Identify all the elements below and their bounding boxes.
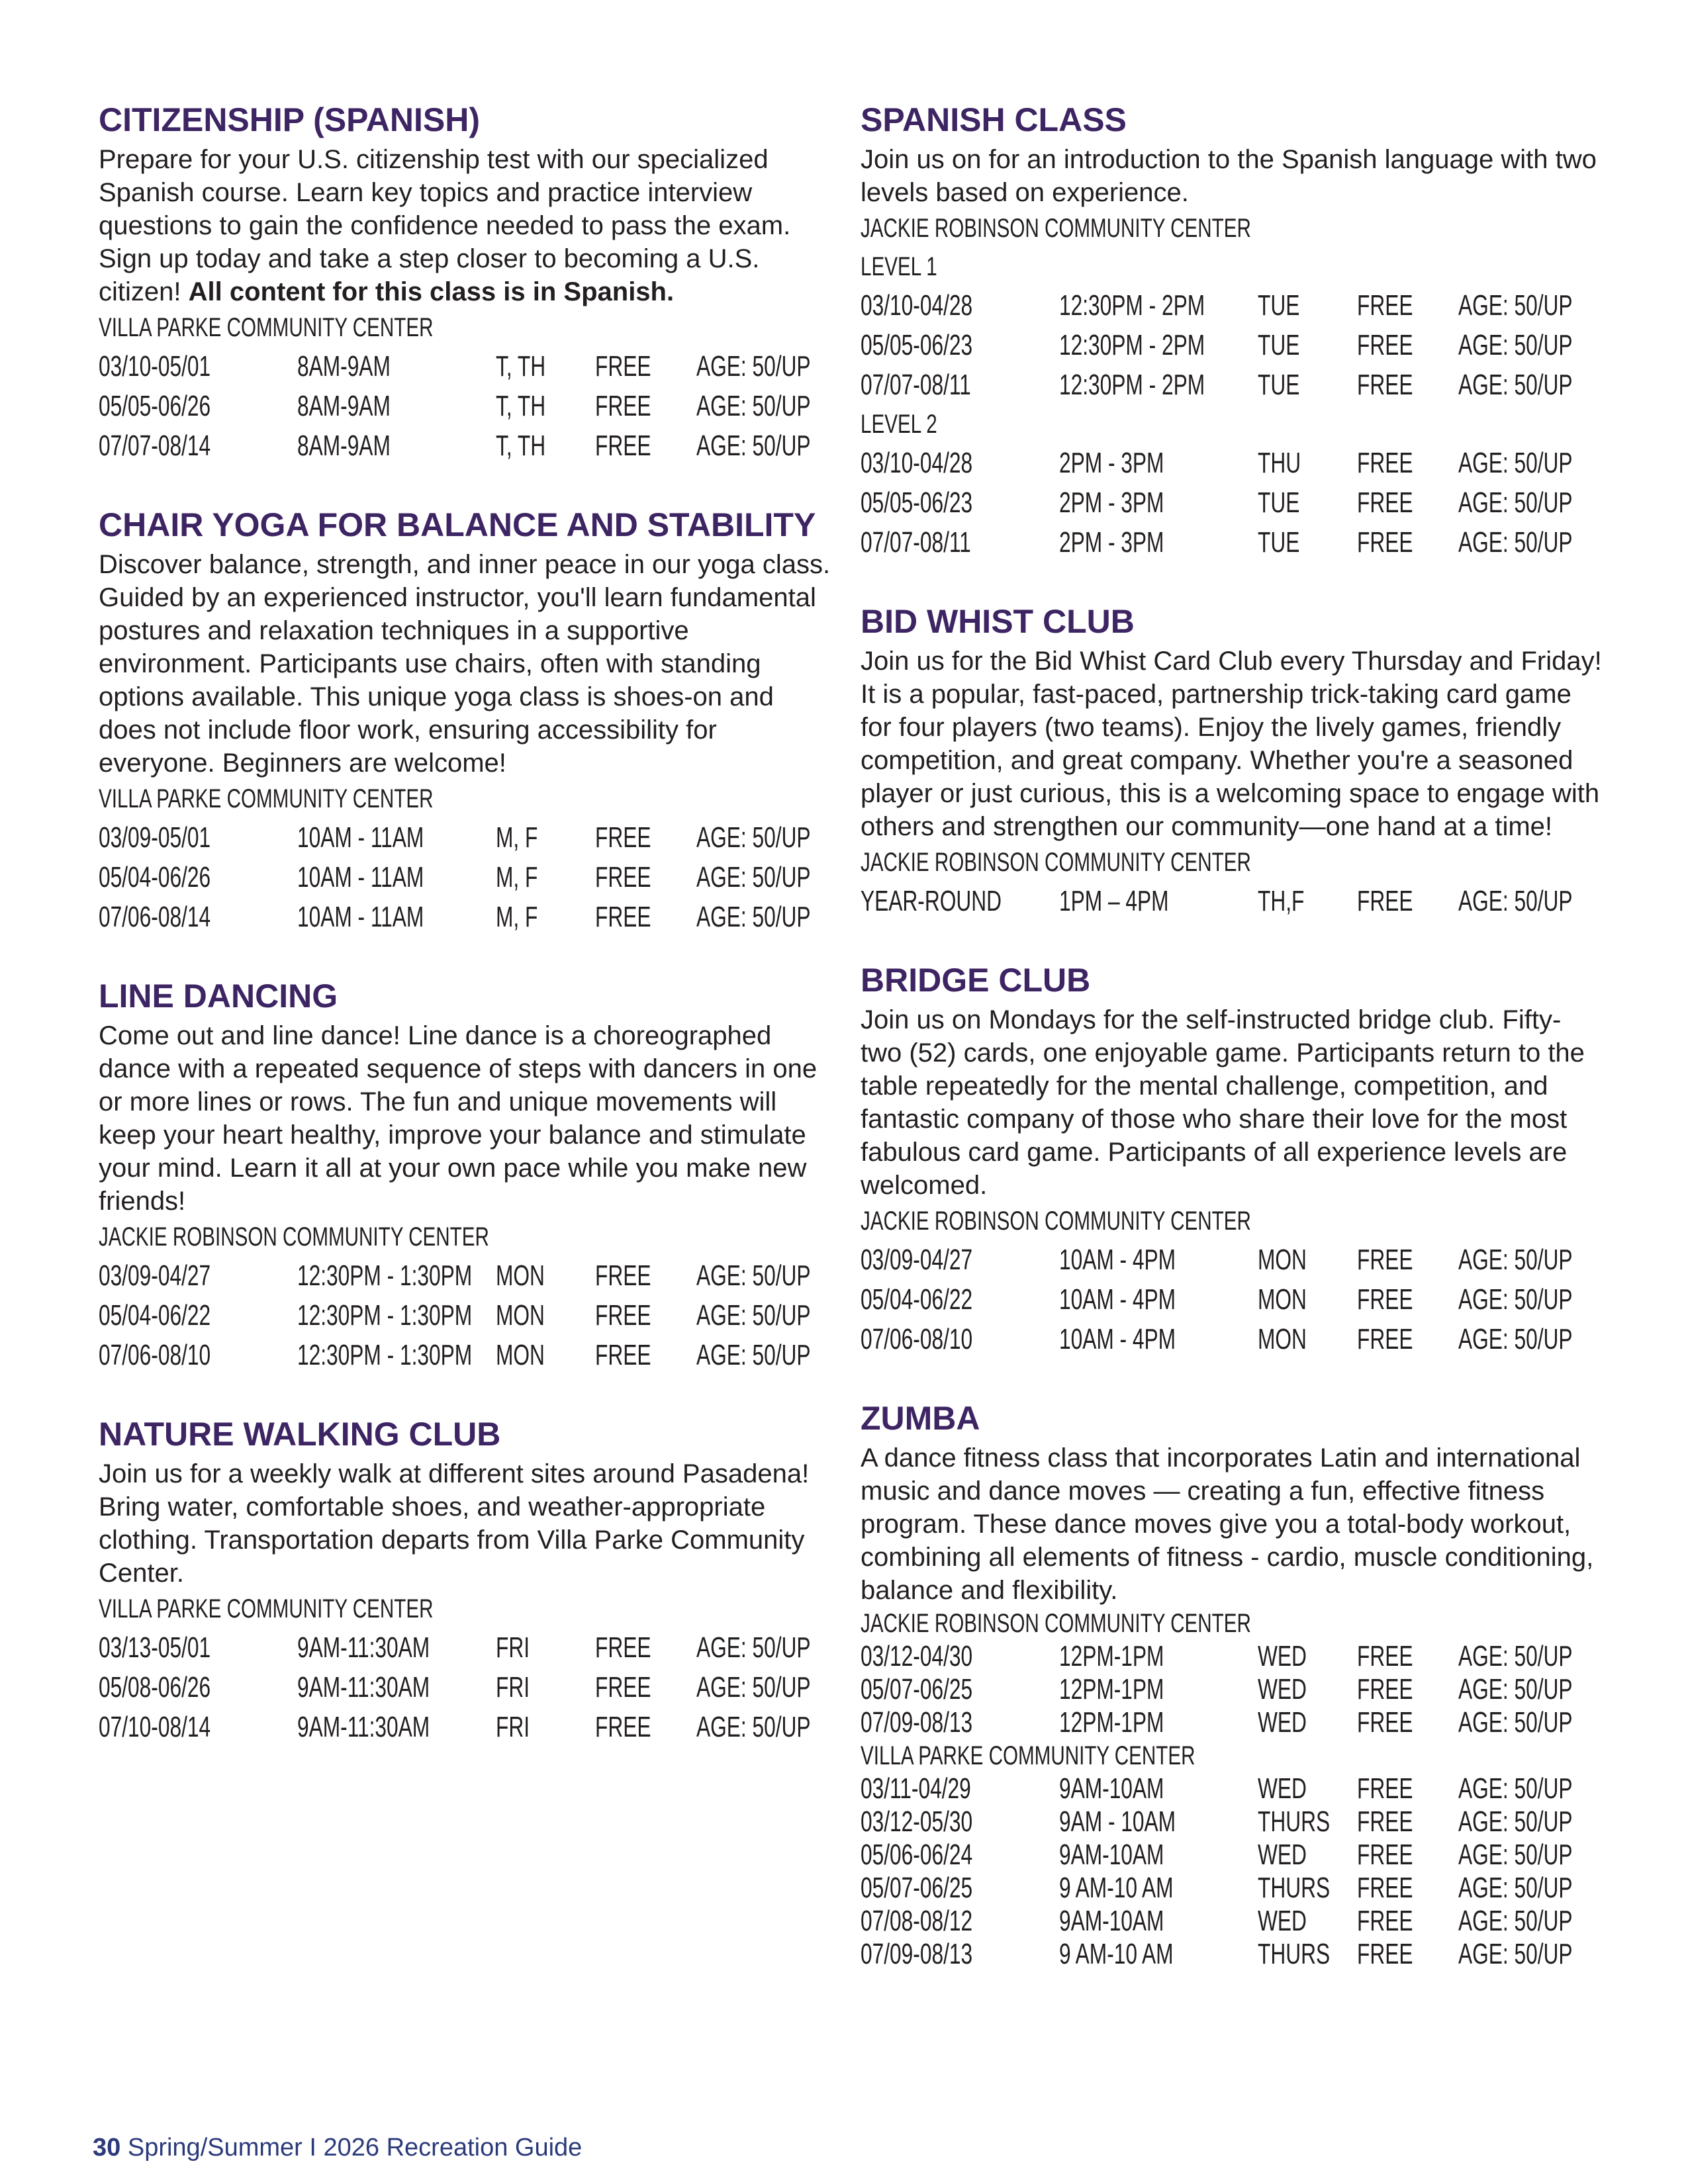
schedule-row xyxy=(99,1336,837,1375)
date-range-cell: 05/04-06/26 xyxy=(99,861,211,893)
section-description: Prepare for your U.S. citizenship test with our specialized Spanish course. Learn key topics and practice interview questions to gain the confidence needed to pass the exam. Sign up today and take a step closer to becoming a U.S. citizen! All content for this class is in Spanish. xyxy=(99,145,791,306)
fee-cell: FREE xyxy=(1357,329,1413,361)
date-range-cell: 05/04-06/22 xyxy=(99,1299,211,1332)
description-emphasis: All content for this class is in Spanish. xyxy=(188,277,675,306)
age-cell: AGE: 50/UP xyxy=(1458,1640,1573,1672)
fee-cell: FREE xyxy=(1357,1673,1413,1706)
days-cell: M, F xyxy=(496,901,538,933)
date-range-cell: 05/07-06/25 xyxy=(861,1872,973,1904)
date-range-cell: 03/09-04/27 xyxy=(861,1244,973,1276)
age-cell: AGE: 50/UP xyxy=(696,1711,811,1743)
schedule-row xyxy=(99,387,837,426)
schedule-row xyxy=(861,1805,1602,1839)
schedule-table xyxy=(99,347,837,466)
date-range-cell: 05/06-06/24 xyxy=(861,1839,973,1871)
time-cell: 9AM-10AM xyxy=(1059,1905,1164,1937)
fee-cell: FREE xyxy=(1357,1772,1413,1805)
date-range-cell: 07/06-08/10 xyxy=(861,1323,973,1355)
location-label: JACKIE ROBINSON COMMUNITY CENTER xyxy=(861,1206,1251,1236)
days-cell: TUE xyxy=(1258,289,1300,322)
time-cell: 12PM-1PM xyxy=(1059,1706,1164,1739)
days-cell: MON xyxy=(1258,1283,1307,1316)
fee-cell: FREE xyxy=(1357,486,1413,519)
schedule-row xyxy=(861,1280,1602,1320)
days-cell: THURS xyxy=(1258,1805,1331,1838)
fee-cell: FREE xyxy=(1357,1706,1413,1739)
section-title: BRIDGE CLUB xyxy=(861,962,1091,999)
days-cell: MON xyxy=(496,1259,545,1292)
location-label: VILLA PARKE COMMUNITY CENTER xyxy=(99,784,434,813)
time-cell: 8AM-9AM xyxy=(297,390,391,422)
date-range-cell: 05/08-06/26 xyxy=(99,1671,211,1704)
schedule-row xyxy=(861,1938,1602,1971)
schedule-row xyxy=(99,1296,837,1336)
age-cell: AGE: 50/UP xyxy=(1458,1872,1573,1904)
schedule-table xyxy=(861,1772,1602,1971)
days-cell: TUE xyxy=(1258,486,1300,519)
section-title: CHAIR YOGA FOR BALANCE AND STABILITY xyxy=(99,506,816,543)
left-column xyxy=(99,98,837,1784)
schedule-row xyxy=(99,1668,837,1707)
time-cell: 10AM - 4PM xyxy=(1059,1283,1176,1316)
time-cell: 10AM - 11AM xyxy=(297,861,424,893)
time-cell: 10AM - 11AM xyxy=(297,901,424,933)
days-cell: MON xyxy=(496,1339,545,1371)
days-cell: TUE xyxy=(1258,526,1300,559)
section-title: CITIZENSHIP (SPANISH) xyxy=(99,101,480,138)
fee-cell: FREE xyxy=(595,350,651,383)
schedule-row xyxy=(99,897,837,937)
schedule-table xyxy=(861,1640,1602,1739)
age-cell: AGE: 50/UP xyxy=(1458,447,1573,479)
age-cell: AGE: 50/UP xyxy=(696,350,811,383)
time-cell: 9AM-11:30AM xyxy=(297,1631,430,1664)
age-cell: AGE: 50/UP xyxy=(1458,289,1573,322)
section-description: Join us for the Bid Whist Card Club every Thursday and Friday! It is a popular, fast-paced, partnership trick-taking card game for four players (two teams). Enjoy the lively games, friendly competition, and great company. Whether you're a seasoned player or just curious, this is a welcoming space to engage with others and strengthen our community—one hand at a time! xyxy=(861,647,1602,841)
fee-cell: FREE xyxy=(1357,369,1413,401)
age-cell: AGE: 50/UP xyxy=(696,821,811,854)
time-cell: 8AM-9AM xyxy=(297,430,391,462)
date-range-cell: 05/05-06/23 xyxy=(861,486,973,519)
days-cell: MON xyxy=(1258,1244,1307,1276)
days-cell: THURS xyxy=(1258,1938,1331,1970)
schedule-row xyxy=(861,483,1602,523)
date-range-cell: 07/06-08/10 xyxy=(99,1339,211,1371)
schedule-row xyxy=(861,1905,1602,1938)
section-description: Come out and line dance! Line dance is a choreographed dance with a repeated sequence of steps with dancers in one or more lines or rows. The fun and unique movements will keep your heart healthy, improve your balance and stimulate your mind. Learn it all at your own pace while you make new friends! xyxy=(99,1021,818,1216)
time-cell: 8AM-9AM xyxy=(297,350,391,383)
days-cell: WED xyxy=(1258,1772,1307,1805)
section-zumba xyxy=(861,1396,1602,1971)
age-cell: AGE: 50/UP xyxy=(1458,526,1573,559)
guide-title: Spring/Summer I 2026 Recreation Guide xyxy=(127,2134,583,2161)
schedule-row xyxy=(861,326,1602,365)
schedule-table xyxy=(99,1628,837,1747)
age-cell: AGE: 50/UP xyxy=(1458,1839,1573,1871)
time-cell: 12PM-1PM xyxy=(1059,1640,1164,1672)
time-cell: 10AM - 4PM xyxy=(1059,1323,1176,1355)
location-label: JACKIE ROBINSON COMMUNITY CENTER xyxy=(861,214,1251,243)
age-cell: AGE: 50/UP xyxy=(696,861,811,893)
schedule-row xyxy=(861,882,1602,921)
date-range-cell: 03/12-05/30 xyxy=(861,1805,973,1838)
days-cell: TH,F xyxy=(1258,885,1305,917)
schedule-row xyxy=(99,1256,837,1296)
section-description: Discover balance, strength, and inner peace in our yoga class. Guided by an experienced instructor, you'll learn fundamental postures and relaxation techniques in a supportive environment. Participants use chairs, often with standing options available. This unique yoga class is shoes-on and does not include floor work, ensuring accessibility for everyone. Beginners are welcome! xyxy=(99,550,831,778)
time-cell: 12:30PM - 1:30PM xyxy=(297,1299,473,1332)
date-range-cell: 03/09-05/01 xyxy=(99,821,211,854)
days-cell: WED xyxy=(1258,1905,1307,1937)
time-cell: 9 AM-10 AM xyxy=(1059,1938,1174,1970)
fee-cell: FREE xyxy=(595,821,651,854)
time-cell: 9AM-11:30AM xyxy=(297,1711,430,1743)
time-cell: 12:30PM - 1:30PM xyxy=(297,1259,473,1292)
schedule-row xyxy=(99,858,837,897)
location-label: VILLA PARKE COMMUNITY CENTER xyxy=(861,1741,1196,1770)
date-range-cell: 03/12-04/30 xyxy=(861,1640,973,1672)
date-range-cell: 07/10-08/14 xyxy=(99,1711,211,1743)
days-cell: WED xyxy=(1258,1640,1307,1672)
age-cell: AGE: 50/UP xyxy=(1458,1772,1573,1805)
fee-cell: FREE xyxy=(595,1339,651,1371)
date-range-cell: 05/07-06/25 xyxy=(861,1673,973,1706)
age-cell: AGE: 50/UP xyxy=(696,1631,811,1664)
age-cell: AGE: 50/UP xyxy=(696,1259,811,1292)
time-cell: 2PM - 3PM xyxy=(1059,486,1164,519)
page-footer xyxy=(93,2131,582,2164)
location-label: JACKIE ROBINSON COMMUNITY CENTER xyxy=(99,1222,489,1251)
fee-cell: FREE xyxy=(595,901,651,933)
days-cell: T, TH xyxy=(496,350,546,383)
section-line-dancing xyxy=(99,974,837,1375)
age-cell: AGE: 50/UP xyxy=(1458,1938,1573,1970)
schedule-row xyxy=(861,1772,1602,1805)
days-cell: THU xyxy=(1258,447,1301,479)
date-range-cell: 05/05-06/23 xyxy=(861,329,973,361)
days-cell: FRI xyxy=(496,1631,530,1664)
schedule-row xyxy=(99,818,837,858)
fee-cell: FREE xyxy=(595,390,651,422)
fee-cell: FREE xyxy=(1357,1839,1413,1871)
time-cell: 12:30PM - 2PM xyxy=(1059,329,1205,361)
age-cell: AGE: 50/UP xyxy=(1458,486,1573,519)
age-cell: AGE: 50/UP xyxy=(1458,1706,1573,1739)
date-range-cell: 03/11-04/29 xyxy=(861,1772,971,1805)
schedule-table xyxy=(861,443,1602,563)
schedule-row xyxy=(861,443,1602,483)
schedule-table xyxy=(99,818,837,937)
section-title: SPANISH CLASS xyxy=(861,101,1127,138)
age-cell: AGE: 50/UP xyxy=(1458,1805,1573,1838)
fee-cell: FREE xyxy=(1357,1323,1413,1355)
fee-cell: FREE xyxy=(1357,1805,1413,1838)
schedule-row xyxy=(861,523,1602,563)
section-title: NATURE WALKING CLUB xyxy=(99,1416,501,1453)
location-label: VILLA PARKE COMMUNITY CENTER xyxy=(99,1594,434,1623)
section-description: Join us on for an introduction to the Spanish language with two levels based on experience. xyxy=(861,145,1597,207)
location-label: JACKIE ROBINSON COMMUNITY CENTER xyxy=(861,1609,1251,1638)
time-cell: 12:30PM - 2PM xyxy=(1059,369,1205,401)
age-cell: AGE: 50/UP xyxy=(1458,1323,1573,1355)
section-title: LINE DANCING xyxy=(99,978,338,1015)
schedule-row xyxy=(99,347,837,387)
section-description: Join us on Mondays for the self-instructed bridge club. Fifty-two (52) cards, one enjoyable game. Participants return to the table repeatedly for the mental challenge, competition, and fantastic company of those who share their love for the most fabulous card game. Participants of all experience levels are welcomed. xyxy=(861,1005,1585,1200)
days-cell: M, F xyxy=(496,861,538,893)
age-cell: AGE: 50/UP xyxy=(696,430,811,462)
time-cell: 12:30PM - 1:30PM xyxy=(297,1339,473,1371)
section-description: Join us for a weekly walk at different sites around Pasadena! Bring water, comfortable shoes, and weather-appropriate clothing. Transportation departs from Villa Parke Community Center. xyxy=(99,1459,810,1588)
age-cell: AGE: 50/UP xyxy=(696,1671,811,1704)
time-cell: 9AM-10AM xyxy=(1059,1839,1164,1871)
fee-cell: FREE xyxy=(595,1259,651,1292)
fee-cell: FREE xyxy=(1357,1283,1413,1316)
page-number: 30 xyxy=(93,2134,121,2161)
time-cell: 9AM - 10AM xyxy=(1059,1805,1176,1838)
schedule-row xyxy=(861,1673,1602,1706)
schedule-table xyxy=(861,882,1602,921)
days-cell: FRI xyxy=(496,1711,530,1743)
time-cell: 2PM - 3PM xyxy=(1059,526,1164,559)
location-label: JACKIE ROBINSON COMMUNITY CENTER xyxy=(861,848,1251,877)
fee-cell: FREE xyxy=(595,861,651,893)
days-cell: T, TH xyxy=(496,390,546,422)
level-label: LEVEL 1 xyxy=(861,252,937,281)
days-cell: M, F xyxy=(496,821,538,854)
age-cell: AGE: 50/UP xyxy=(1458,329,1573,361)
schedule-table xyxy=(861,1240,1602,1359)
fee-cell: FREE xyxy=(1357,1905,1413,1937)
section-bridge-club xyxy=(861,958,1602,1359)
date-range-cell: 03/10-04/28 xyxy=(861,447,973,479)
section-chair-yoga xyxy=(99,503,837,937)
fee-cell: FREE xyxy=(595,1671,651,1704)
date-range-cell: 03/13-05/01 xyxy=(99,1631,211,1664)
schedule-row xyxy=(861,1839,1602,1872)
days-cell: WED xyxy=(1258,1706,1307,1739)
fee-cell: FREE xyxy=(1357,447,1413,479)
right-column xyxy=(861,98,1602,2008)
section-spanish-class xyxy=(861,98,1602,563)
section-title: BID WHIST CLUB xyxy=(861,603,1135,640)
date-range-cell: 05/05-06/26 xyxy=(99,390,211,422)
age-cell: AGE: 50/UP xyxy=(1458,1283,1573,1316)
fee-cell: FREE xyxy=(1357,1244,1413,1276)
fee-cell: FREE xyxy=(1357,289,1413,322)
fee-cell: FREE xyxy=(1357,885,1413,917)
date-range-cell: 07/09-08/13 xyxy=(861,1706,973,1739)
days-cell: MON xyxy=(1258,1323,1307,1355)
age-cell: AGE: 50/UP xyxy=(1458,1244,1573,1276)
time-cell: 1PM – 4PM xyxy=(1059,885,1169,917)
fee-cell: FREE xyxy=(595,1631,651,1664)
days-cell: T, TH xyxy=(496,430,546,462)
schedule-row xyxy=(861,1706,1602,1739)
days-cell: WED xyxy=(1258,1839,1307,1871)
fee-cell: FREE xyxy=(1357,1938,1413,1970)
section-bid-whist-club xyxy=(861,600,1602,921)
schedule-row xyxy=(99,1707,837,1747)
time-cell: 12PM-1PM xyxy=(1059,1673,1164,1706)
time-cell: 10AM - 4PM xyxy=(1059,1244,1176,1276)
level-label: LEVEL 2 xyxy=(861,410,937,439)
date-range-cell: 07/06-08/14 xyxy=(99,901,211,933)
date-range-cell: 07/07-08/11 xyxy=(861,369,971,401)
days-cell: MON xyxy=(496,1299,545,1332)
schedule-row xyxy=(861,1872,1602,1905)
date-range-cell: 07/07-08/11 xyxy=(861,526,971,559)
section-citizenship-spanish xyxy=(99,98,837,466)
schedule-table xyxy=(99,1256,837,1375)
age-cell: AGE: 50/UP xyxy=(1458,1673,1573,1706)
fee-cell: FREE xyxy=(1357,526,1413,559)
days-cell: TUE xyxy=(1258,329,1300,361)
fee-cell: FREE xyxy=(595,430,651,462)
date-range-cell: 07/09-08/13 xyxy=(861,1938,973,1970)
location-label: VILLA PARKE COMMUNITY CENTER xyxy=(99,313,434,342)
age-cell: AGE: 50/UP xyxy=(696,1299,811,1332)
date-range-cell: 07/07-08/14 xyxy=(99,430,211,462)
date-range-cell: 03/09-04/27 xyxy=(99,1259,211,1292)
schedule-row xyxy=(861,1240,1602,1280)
days-cell: FRI xyxy=(496,1671,530,1704)
schedule-row xyxy=(861,286,1602,326)
fee-cell: FREE xyxy=(1357,1872,1413,1904)
time-cell: 12:30PM - 2PM xyxy=(1059,289,1205,322)
fee-cell: FREE xyxy=(595,1711,651,1743)
age-cell: AGE: 50/UP xyxy=(696,390,811,422)
date-range-cell: YEAR-ROUND xyxy=(861,885,1002,917)
schedule-row xyxy=(861,1320,1602,1359)
fee-cell: FREE xyxy=(595,1299,651,1332)
fee-cell: FREE xyxy=(1357,1640,1413,1672)
section-nature-walking-club xyxy=(99,1412,837,1747)
date-range-cell: 07/08-08/12 xyxy=(861,1905,973,1937)
date-range-cell: 05/04-06/22 xyxy=(861,1283,973,1316)
days-cell: THURS xyxy=(1258,1872,1331,1904)
days-cell: WED xyxy=(1258,1673,1307,1706)
age-cell: AGE: 50/UP xyxy=(696,1339,811,1371)
age-cell: AGE: 50/UP xyxy=(1458,1905,1573,1937)
time-cell: 9 AM-10 AM xyxy=(1059,1872,1174,1904)
schedule-row xyxy=(99,1628,837,1668)
age-cell: AGE: 50/UP xyxy=(1458,369,1573,401)
schedule-row xyxy=(861,365,1602,405)
days-cell: TUE xyxy=(1258,369,1300,401)
schedule-row xyxy=(99,426,837,466)
age-cell: AGE: 50/UP xyxy=(1458,885,1573,917)
time-cell: 10AM - 11AM xyxy=(297,821,424,854)
schedule-row xyxy=(861,1640,1602,1673)
age-cell: AGE: 50/UP xyxy=(696,901,811,933)
date-range-cell: 03/10-05/01 xyxy=(99,350,211,383)
date-range-cell: 03/10-04/28 xyxy=(861,289,973,322)
time-cell: 9AM-10AM xyxy=(1059,1772,1164,1805)
section-description: A dance fitness class that incorporates Latin and international music and dance moves — creating a fun, effective fitness program. These dance moves give you a total-body workout, combining all elements of fitness - cardio, muscle conditioning, balance and flexibility. xyxy=(861,1443,1594,1605)
time-cell: 2PM - 3PM xyxy=(1059,447,1164,479)
time-cell: 9AM-11:30AM xyxy=(297,1671,430,1704)
schedule-table xyxy=(861,286,1602,405)
section-title: ZUMBA xyxy=(861,1400,980,1437)
